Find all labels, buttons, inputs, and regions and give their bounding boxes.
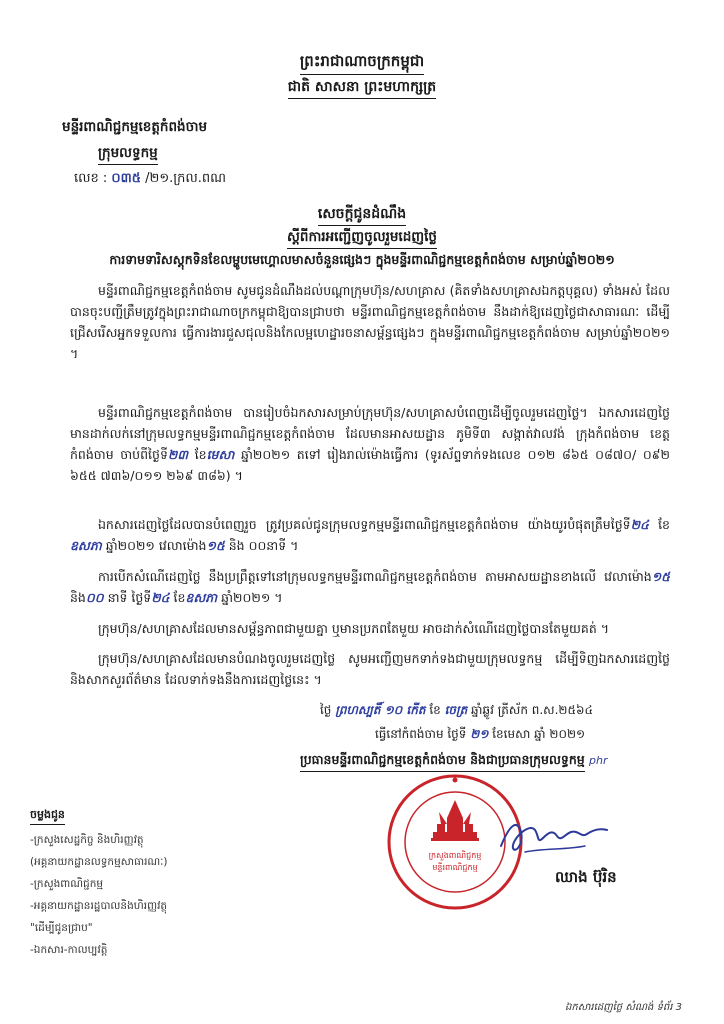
p3-text-b: ឆ្នាំ២០២១ វេលាម៉ោង: [105, 538, 207, 553]
seal-dot: [453, 778, 458, 783]
cc-item: -ឯកសារ-កាលប្បវត្តិ: [30, 944, 108, 956]
cc-item: -ក្រសួងសេដ្ឋកិច្ច និងហិរញ្ញវត្ថុ: [30, 834, 144, 846]
lunar-prefix: ថ្ងៃ: [320, 703, 332, 717]
paragraph-5: ក្រុមហ៊ុន/សហគ្រាសដែលមានសម្ព័ន្ធភាពជាមួយគ្នា ឬមានប្រភពតែមួយ អាចដាក់សំណើដេញថ្លៃបានតែមួយគត់ ។: [98, 621, 610, 636]
p4-text-c: នាទី ថ្ងៃទី: [107, 590, 152, 605]
seal-text-top: ក្រសួងពាណិជ្ជកម្ម: [428, 851, 482, 860]
cc-heading: [30, 808, 65, 825]
signatory-title: [300, 752, 608, 772]
p3-hour: ១៥: [206, 538, 225, 553]
cc-item: (អគ្គនាយកដ្ឋានលទ្ធកម្មសាធារណៈ): [30, 856, 168, 868]
committee-text: ក្រុមលទ្ធកម្ម: [98, 144, 158, 165]
ref-suffix: /២១.ក្រល.ពណ: [145, 171, 227, 186]
signatory-title-text: ប្រធានមន្ទីរពាណិជ្ជកម្មខេត្តកំពង់ចាម និងជាប្រធានក្រុមលទ្ធកម្ម: [300, 752, 585, 772]
ref-label: លេខ :: [74, 171, 108, 186]
kingdom-heading: [0, 52, 724, 75]
p2-text-b: ឆ្នាំ២០២១ តទៅ រៀងរាល់ម៉ោងធ្វើការ (ទូរស័ព្ទទាក់ទងលេខ ០១២ ៨៦៥ ០៨៧០/ ០៩២ ៦៥៥ ៧៣៦/០១១ ២៦៩ ៣៨៦) ។: [70, 447, 670, 483]
seal-text-bottom: មន្ទីរពាណិជ្ជកម្ម: [432, 863, 478, 872]
p4-text-a: ការបើកសំណើដេញថ្លៃ នឹងប្រព្រឹត្តទៅនៅក្រុមលទ្ធកម្មមន្ទីរពាណិជ្ជកម្មខេត្តកំពង់ចាម តាមអាសយដ្ឋានខាងលើ វេលាម៉ោង: [98, 569, 652, 584]
p2-text-a: មន្ទីរពាណិជ្ជកម្មខេត្តកំពង់ចាម បានរៀបចំឯកសារសម្រាប់ក្រុមហ៊ុន/សហគ្រាសបំពេញដើម្បីចូលរួមដេញថ្លៃ។ ឯកសារដេញថ្លៃ មានដាក់លក់នៅក្រុមលទ្ធកម្មមន្ទីរពាណិជ្ជកម្មខេត្តកំពង់ចាម ដែលមានអាសយដ្ឋាន ភូមិទី៣ សង្កាត់វាលវង់ ក្រុងកំពង់ចាម ខេត្តកំពង់ចាម ចាប់ពីថ្ងៃទី: [70, 405, 670, 462]
signature-underline: [525, 846, 585, 852]
p4-minute: ០០: [85, 590, 104, 605]
cc-heading-text: ចម្លងជូន: [30, 808, 65, 825]
signature-stroke: [501, 825, 607, 850]
motto-text: ជាតិ សាសនា ព្រះមហាក្សត្រ: [288, 77, 436, 99]
lunar-year: ឆ្នាំឆ្លូវ ត្រីស័ក ព.ស.២៥៦៤: [471, 703, 593, 717]
title-line-2: ស្តីពីការអញ្ជើញចូលរួមដេញថ្លៃ: [287, 228, 437, 249]
handwritten-signature: [495, 808, 615, 868]
p4-text-d: ឆ្នាំ២០២១ ។: [221, 590, 283, 605]
title-line-1: សេចក្តីជូនដំណឹង: [318, 204, 406, 226]
notice-subject: [0, 228, 724, 249]
motto-heading: [0, 77, 724, 99]
p4-day: ២៤: [151, 590, 170, 605]
paragraph-4: [70, 566, 670, 608]
department-name: មន្ទីរពាណិជ្ជកម្មខេត្តកំពង់ចាម: [62, 119, 208, 135]
cc-item: -អគ្គនាយកដ្ឋានរដ្ឋបាលនិងហិរញ្ញវត្ថុ: [30, 900, 168, 912]
kingdom-text: ព្រះរាជាណាចក្រកម្ពុជា: [300, 52, 424, 75]
paragraph-6: ក្រុមហ៊ុន/សហគ្រាសដែលមានបំណងចូលរួមដេញថ្លៃ សូមអញ្ជើញមកទាក់ទងជាមួយក្រុមលទ្ធកម្ម ដើម្បីទិញឯកសារដេញថ្លៃ និងសាកសួរព័ត៌មាន ដែលទាក់ទងនឹងការដេញថ្លៃនេះ ។: [70, 651, 670, 687]
paragraph-1: មន្ទីរពាណិជ្ជកម្មខេត្តកំពង់ចាម សូមជូនដំណឹងដល់បណ្តាក្រុមហ៊ុន/សហគ្រាស (គិតទាំងសហគ្រាសឯកត្តបុគ្គល) ទាំងអស់ ដែលបានចុះបញ្ជីត្រឹមត្រូវក្នុងព្រះរាជាណាចក្រកម្ពុជាឱ្យបានជ្រាបថា មន្ទីរពាណិជ្ជកម្មខេត្តកំពង់ចាម នឹងដាក់ឱ្យដេញថ្លៃជាសាធារណៈ ដើម្បីជ្រើសរើសអ្នកទទួលការ ធ្វើការងារជួសជុលនិងកែលម្អហេដ្ឋារចនាសម្ព័ន្ធផ្សេងៗ ក្នុងមន្ទីរពាណិជ្ជកម្មខេត្តកំពង់ចាម សម្រាប់ឆ្នាំ២០២១ ។: [70, 283, 670, 361]
p2-day: ២៣: [167, 447, 189, 462]
p4-month-label: ខែ: [173, 590, 186, 605]
p2-month: មេសា: [206, 447, 235, 462]
notice-scope: ការទាមទារិសស្តុកទិនខែលម្ហូបមេហ្គោលមាសចំនួនផ្សេងៗ ក្នុងមន្ទីរពាណិជ្ជកម្មខេត្តកំពង់ចាម សម្រាប់ឆ្នាំ២០២១: [109, 252, 615, 267]
paragraph-3: [70, 514, 670, 556]
cc-item: -ក្រសួងពាណិជ្ជកម្ម: [30, 878, 104, 890]
p3-day: ២៤: [630, 517, 649, 532]
solar-rest: ខែមេសា ឆ្នាំ ២០២១: [492, 727, 586, 741]
p4-text-b: និង: [70, 590, 86, 605]
solar-date: [375, 726, 585, 744]
page-footer: ឯកសារដេញថ្លៃ សំណង់ ទំព័រ 3: [565, 1002, 682, 1013]
temple-emblem-icon: [431, 800, 479, 841]
ref-number: ០៣៥: [111, 171, 141, 186]
p4-hour: ១៥: [651, 569, 670, 584]
notice-title: [0, 204, 724, 226]
lunar-date: [320, 702, 593, 720]
p4-month: ឧសភា: [185, 590, 218, 605]
cc-item: "ដើម្បីជូនជ្រាប": [30, 922, 93, 934]
committee-name: [98, 144, 158, 165]
p3-month-label: ខែ: [658, 517, 670, 532]
lunar-month-label: ខែ: [429, 703, 441, 717]
signature-initial: phr: [589, 754, 608, 767]
p3-month: ឧសភា: [70, 538, 102, 553]
paragraph-2: [70, 402, 670, 486]
reference-line: [74, 170, 226, 189]
solar-day: ២១: [470, 727, 489, 741]
signatory-name: ឈាង ប៊ុរិន: [555, 868, 617, 886]
p3-text-a: ឯកសារដេញថ្លៃដែលបានបំពេញរួច ត្រូវប្រគល់ជូនក្រុមលទ្ធកម្មមន្ទីរពាណិជ្ជកម្មខេត្តកំពង់ចាម យ៉ាងយូរបំផុតត្រឹមថ្ងៃទី: [98, 517, 631, 532]
p3-text-c: និង ០០នាទី ។: [228, 538, 299, 553]
p2-month-label: ខែ: [194, 447, 207, 462]
lunar-month: ចេត្រ: [444, 703, 468, 717]
solar-prefix: ធ្វើនៅកំពង់ចាម ថ្ងៃទី: [375, 727, 467, 741]
lunar-day: ព្រហស្បតិ៍ ១០ កើត: [335, 703, 426, 717]
